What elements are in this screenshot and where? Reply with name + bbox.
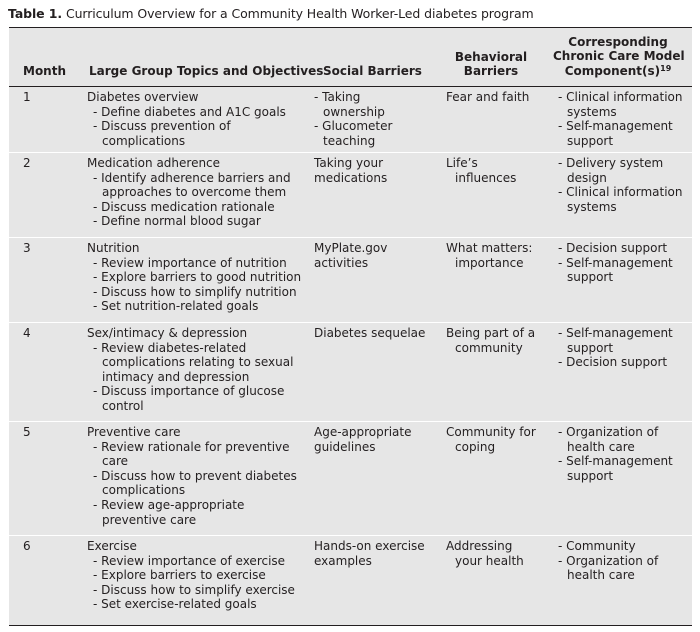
ccm-component-line: - Decision support bbox=[558, 355, 668, 370]
topic-cell bbox=[87, 156, 291, 229]
ccm-component-line: systems bbox=[567, 199, 617, 214]
social-barrier-line: activities bbox=[314, 255, 369, 270]
topic-cell bbox=[87, 539, 295, 612]
ccm-component-cell bbox=[558, 326, 673, 370]
ccm-component-cell bbox=[558, 241, 673, 285]
table-caption bbox=[8, 6, 534, 21]
objective-line: complications bbox=[102, 133, 186, 148]
ccm-component-line: - Self-management bbox=[558, 119, 673, 134]
ccm-component-line: - Self-management bbox=[558, 326, 673, 340]
ccm-component-line: support bbox=[567, 468, 614, 483]
topic-title: Preventive care bbox=[87, 425, 181, 439]
ccm-component-line: support bbox=[567, 133, 614, 148]
header-ccm-line-2: Chronic Care Model bbox=[553, 49, 685, 64]
objective-line: - Discuss how to simplify exercise bbox=[93, 582, 295, 597]
ccm-component-line: - Clinical information bbox=[558, 90, 683, 104]
behavioral-barriers-cell bbox=[446, 539, 524, 568]
social-barriers-cell bbox=[314, 425, 411, 454]
topic-cell bbox=[87, 241, 301, 314]
objective-line: - Discuss medication rationale bbox=[93, 199, 275, 214]
ccm-component-line: - Decision support bbox=[558, 241, 668, 255]
ccm-component-line: - Delivery system bbox=[558, 156, 664, 170]
social-barrier-line: MyPlate.gov bbox=[314, 241, 388, 255]
ccm-component-line: - Self-management bbox=[558, 454, 673, 469]
month-cell: 3 bbox=[23, 241, 31, 255]
month-cell: 2 bbox=[23, 156, 31, 170]
social-barriers-cell bbox=[314, 539, 425, 568]
table-row bbox=[9, 238, 692, 323]
objective-line: control bbox=[102, 398, 144, 413]
header-month: Month bbox=[23, 64, 67, 78]
header-chronic-care-model bbox=[553, 35, 683, 78]
topic-cell bbox=[87, 90, 286, 148]
social-barrier-line: - Taking bbox=[314, 90, 361, 104]
objective-line: - Discuss how to simplify nutrition bbox=[93, 284, 297, 299]
objective-line: - Set exercise-related goals bbox=[93, 597, 257, 612]
header-behavioral-line-2: Barriers bbox=[463, 64, 519, 79]
ccm-component-cell bbox=[558, 156, 683, 214]
topic-title: Exercise bbox=[87, 539, 137, 553]
topic-cell bbox=[87, 425, 297, 527]
objective-line: - Set nutrition-related goals bbox=[93, 299, 259, 314]
table-row bbox=[9, 323, 692, 422]
behavioral-barrier-line: Community for bbox=[446, 425, 536, 439]
header-social-barriers: Social Barriers bbox=[323, 64, 422, 78]
ccm-component-line: - Community bbox=[558, 539, 636, 553]
objective-line: - Explore barriers to good nutrition bbox=[93, 270, 302, 285]
month-cell: 4 bbox=[23, 326, 31, 340]
topic-title: Diabetes overview bbox=[87, 90, 199, 104]
header-ccm-line-1: Corresponding bbox=[568, 35, 668, 49]
social-barrier-line: examples bbox=[314, 553, 372, 568]
ccm-component-line: - Clinical information bbox=[558, 185, 683, 200]
behavioral-barrier-line: influences bbox=[455, 170, 517, 185]
objective-line: - Explore barriers to exercise bbox=[93, 568, 266, 583]
social-barriers-cell bbox=[314, 90, 392, 148]
table-title: Curriculum Overview for a Community Health Worker-Led diabetes program bbox=[65, 6, 534, 21]
objective-line: - Discuss prevention of bbox=[93, 119, 231, 134]
behavioral-barrier-line: your health bbox=[455, 553, 524, 568]
header-topics: Large Group Topics and Objectives bbox=[89, 64, 324, 78]
social-barrier-line: Age-appropriate bbox=[314, 425, 412, 439]
objective-line: intimacy and depression bbox=[102, 369, 250, 384]
ccm-component-line: health care bbox=[567, 439, 635, 454]
ccm-component-line: systems bbox=[567, 104, 617, 119]
ccm-component-cell bbox=[558, 90, 683, 148]
objective-line: - Discuss importance of glucose bbox=[93, 384, 285, 399]
ccm-component-cell bbox=[558, 425, 673, 483]
table-label: Table 1. bbox=[8, 6, 63, 21]
table-row bbox=[9, 87, 692, 153]
social-barrier-line: - Glucometer bbox=[314, 119, 393, 134]
table-row bbox=[9, 422, 692, 536]
objective-line: - Review diabetes-related bbox=[93, 340, 247, 355]
objective-line: - Discuss how to prevent diabetes bbox=[93, 468, 297, 483]
header-ccm-line-3 bbox=[553, 64, 683, 78]
behavioral-barriers-cell bbox=[446, 425, 536, 454]
social-barrier-line: guidelines bbox=[314, 439, 376, 454]
header-behavioral-barriers bbox=[445, 50, 537, 79]
objective-line: - Review age-appropriate bbox=[93, 497, 245, 512]
ccm-component-cell bbox=[558, 539, 658, 583]
objective-line: complications bbox=[102, 483, 186, 498]
social-barrier-line: medications bbox=[314, 170, 388, 185]
month-cell: 6 bbox=[23, 539, 31, 553]
objective-line: - Review importance of nutrition bbox=[93, 255, 287, 270]
ccm-component-line: - Organization of bbox=[558, 425, 659, 439]
objective-line: approaches to overcome them bbox=[102, 185, 287, 200]
ccm-component-line: design bbox=[567, 170, 607, 185]
topic-cell bbox=[87, 326, 293, 414]
social-barriers-cell bbox=[314, 326, 425, 341]
behavioral-barrier-line: community bbox=[455, 340, 523, 355]
behavioral-barrier-line: What matters: bbox=[446, 241, 533, 255]
social-barrier-line: teaching bbox=[323, 133, 376, 148]
behavioral-barriers-cell bbox=[446, 241, 532, 270]
ccm-component-line: - Organization of bbox=[558, 553, 659, 568]
objective-line: - Define normal blood sugar bbox=[93, 214, 261, 229]
objective-line: care bbox=[102, 454, 129, 469]
behavioral-barrier-line: coping bbox=[455, 439, 496, 454]
objective-line: - Review importance of exercise bbox=[93, 553, 286, 568]
social-barrier-line: Taking your bbox=[314, 156, 383, 170]
table-header-row bbox=[9, 28, 692, 87]
objective-line: - Review rationale for preventive bbox=[93, 439, 290, 454]
social-barrier-line: ownership bbox=[323, 104, 385, 119]
objective-line: - Define diabetes and A1C goals bbox=[93, 104, 286, 119]
topic-title: Nutrition bbox=[87, 241, 140, 255]
social-barrier-line: Diabetes sequelae bbox=[314, 326, 426, 340]
month-cell: 1 bbox=[23, 90, 31, 104]
header-ccm-reference: 19 bbox=[660, 63, 672, 73]
table-row bbox=[9, 536, 692, 625]
behavioral-barrier-line: Being part of a bbox=[446, 326, 536, 340]
ccm-component-line: - Self-management bbox=[558, 255, 673, 270]
curriculum-table bbox=[9, 27, 692, 626]
ccm-component-line: support bbox=[567, 340, 614, 355]
header-behavioral-line-1: Behavioral bbox=[454, 50, 528, 64]
behavioral-barrier-line: Addressing bbox=[446, 539, 513, 553]
behavioral-barriers-cell bbox=[446, 90, 529, 105]
topic-title: Medication adherence bbox=[87, 156, 221, 170]
objective-line: - Identify adherence barriers and bbox=[93, 170, 291, 185]
topic-title: Sex/intimacy & depression bbox=[87, 326, 248, 340]
social-barriers-cell bbox=[314, 156, 387, 185]
behavioral-barriers-cell bbox=[446, 156, 516, 185]
ccm-component-line: health care bbox=[567, 568, 635, 583]
header-ccm-component: Component(s) bbox=[564, 63, 661, 78]
social-barrier-line: Hands-on exercise bbox=[314, 539, 425, 553]
objective-line: complications relating to sexual bbox=[102, 355, 294, 370]
behavioral-barrier-line: importance bbox=[455, 255, 524, 270]
month-cell: 5 bbox=[23, 425, 31, 439]
ccm-component-line: support bbox=[567, 270, 614, 285]
objective-line: preventive care bbox=[102, 512, 197, 527]
table-row bbox=[9, 153, 692, 238]
social-barriers-cell bbox=[314, 241, 387, 270]
table-body bbox=[9, 87, 692, 625]
behavioral-barriers-cell bbox=[446, 326, 535, 355]
behavioral-barrier-line: Life’s bbox=[446, 156, 478, 170]
behavioral-barrier-line: Fear and faith bbox=[446, 90, 530, 104]
